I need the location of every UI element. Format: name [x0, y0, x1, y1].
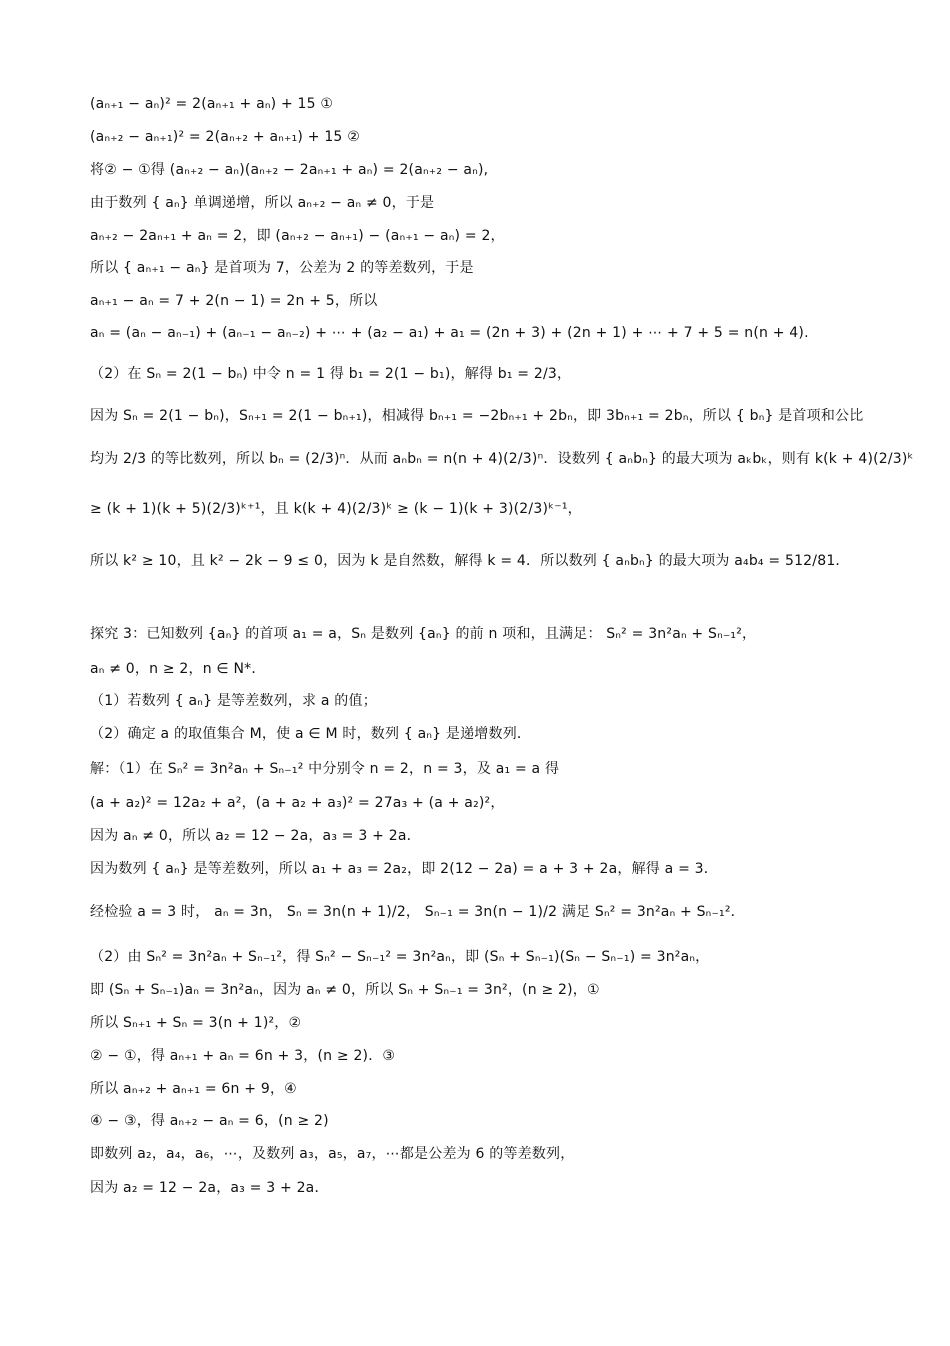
- text-line-30: 因为 a₂ = 12 − 2a，a₃ = 3 + 2a．: [90, 1180, 329, 1196]
- text-line-20: 因为 aₙ ≠ 0，所以 a₂ = 12 − 2a，a₃ = 3 + 2a．: [90, 828, 421, 844]
- text-line-10: 因为 Sₙ = 2(1 − bₙ)，Sₙ₊₁ = 2(1 − bₙ₊₁)，相减得 bₙ₊₁ = −2bₙ₊₁ + 2bₙ，即 3bₙ₊₁ = 2bₙ，所以 { bₙ} 是首项和公比: [90, 408, 864, 424]
- text-line-26: ② − ①，得 aₙ₊₁ + aₙ = 6n + 3，(n ≥ 2)．③: [90, 1048, 396, 1064]
- text-line-19: (a + a₂)² = 12a₂ + a²，(a + a₂ + a₃)² = 27a₃ + (a + a₂)²，: [90, 795, 505, 811]
- text-line-28: ④ − ③，得 aₙ₊₂ − aₙ = 6，(n ≥ 2): [90, 1113, 329, 1129]
- text-line-8: aₙ = (aₙ − aₙ₋₁) + (aₙ₋₁ − aₙ₋₂) + ⋯ + (a₂ − a₁) + a₁ = (2n + 3) + (2n + 1) + ⋯ + 7 + 5 = n(n + 4).: [90, 325, 809, 341]
- text-line-17: （2）确定 a 的取值集合 M，使 a ∈ M 时，数列 { aₙ} 是递增数列．: [90, 726, 532, 742]
- text-line-14: 探究 3：已知数列 {aₙ} 的首项 a₁ = a，Sₙ 是数列 {aₙ} 的前 n 项和，且满足： Sₙ² = 3n²aₙ + Sₙ₋₁²，: [90, 626, 757, 642]
- text-line-24: 即 (Sₙ + Sₙ₋₁)aₙ = 3n²aₙ，因为 aₙ ≠ 0，所以 Sₙ + Sₙ₋₁ = 3n²，(n ≥ 2)，①: [90, 982, 600, 998]
- text-line-6: 所以 { aₙ₊₁ − aₙ} 是首项为 7，公差为 2 的等差数列，于是: [90, 260, 474, 276]
- text-line-4: 由于数列 { aₙ} 单调递增，所以 aₙ₊₂ − aₙ ≠ 0，于是: [90, 195, 435, 211]
- text-line-11: 均为 2/3 的等比数列，所以 bₙ = (2/3)ⁿ．从而 aₙbₙ = n(n + 4)(2/3)ⁿ．设数列 { aₙbₙ} 的最大项为 aₖbₖ，则有 k(k + 4)(2/3)ᵏ: [90, 451, 914, 467]
- text-line-9: （2）在 Sₙ = 2(1 − bₙ) 中令 n = 1 得 b₁ = 2(1 − b₁)，解得 b₁ = 2/3，: [90, 366, 572, 382]
- text-line-5: aₙ₊₂ − 2aₙ₊₁ + aₙ = 2，即 (aₙ₊₂ − aₙ₊₁) − (aₙ₊₁ − aₙ) = 2，: [90, 228, 505, 244]
- text-line-23: （2）由 Sₙ² = 3n²aₙ + Sₙ₋₁²，得 Sₙ² − Sₙ₋₁² = 3n²aₙ，即 (Sₙ + Sₙ₋₁)(Sₙ − Sₙ₋₁) = 3n²aₙ，: [90, 949, 710, 965]
- text-line-7: aₙ₊₁ − aₙ = 7 + 2(n − 1) = 2n + 5，所以: [90, 293, 378, 309]
- text-line-3: 将② − ①得 (aₙ₊₂ − aₙ)(aₙ₊₂ − 2aₙ₊₁ + aₙ) = 2(aₙ₊₂ − aₙ),: [90, 162, 489, 178]
- text-line-27: 所以 aₙ₊₂ + aₙ₊₁ = 6n + 9，④: [90, 1081, 297, 1097]
- text-line-13: 所以 k² ≥ 10，且 k² − 2k − 9 ≤ 0，因为 k 是自然数，解得 k = 4．所以数列 { aₙbₙ} 的最大项为 a₄b₄ = 512/81．: [90, 553, 850, 569]
- text-line-25: 所以 Sₙ₊₁ + Sₙ = 3(n + 1)²，②: [90, 1015, 302, 1031]
- text-line-12: ≥ (k + 1)(k + 5)(2/3)ᵏ⁺¹，且 k(k + 4)(2/3)ᵏ ≥ (k − 1)(k + 3)(2/3)ᵏ⁻¹，: [90, 501, 582, 517]
- text-line-22: 经检验 a = 3 时， aₙ = 3n， Sₙ = 3n(n + 1)/2， Sₙ₋₁ = 3n(n − 1)/2 满足 Sₙ² = 3n²aₙ + Sₙ₋₁²．: [90, 904, 745, 920]
- text-line-16: （1）若数列 { aₙ} 是等差数列，求 a 的值；: [90, 693, 377, 709]
- text-line-21: 因为数列 { aₙ} 是等差数列，所以 a₁ + a₃ = 2a₂，即 2(12 − 2a) = a + 3 + 2a，解得 a = 3．: [90, 861, 718, 877]
- text-line-1: (aₙ₊₁ − aₙ)² = 2(aₙ₊₁ + aₙ) + 15 ①: [90, 96, 334, 112]
- text-line-2: (aₙ₊₂ − aₙ₊₁)² = 2(aₙ₊₂ + aₙ₊₁) + 15 ②: [90, 129, 360, 145]
- text-line-18: 解：（1）在 Sₙ² = 3n²aₙ + Sₙ₋₁² 中分别令 n = 2，n = 3，及 a₁ = a 得: [90, 761, 560, 777]
- text-line-29: 即数列 a₂，a₄，a₆，⋯，及数列 a₃，a₅，a₇，⋯都是公差为 6 的等差数列，: [90, 1146, 575, 1162]
- text-line-15: aₙ ≠ 0，n ≥ 2，n ∈ N*．: [90, 661, 266, 677]
